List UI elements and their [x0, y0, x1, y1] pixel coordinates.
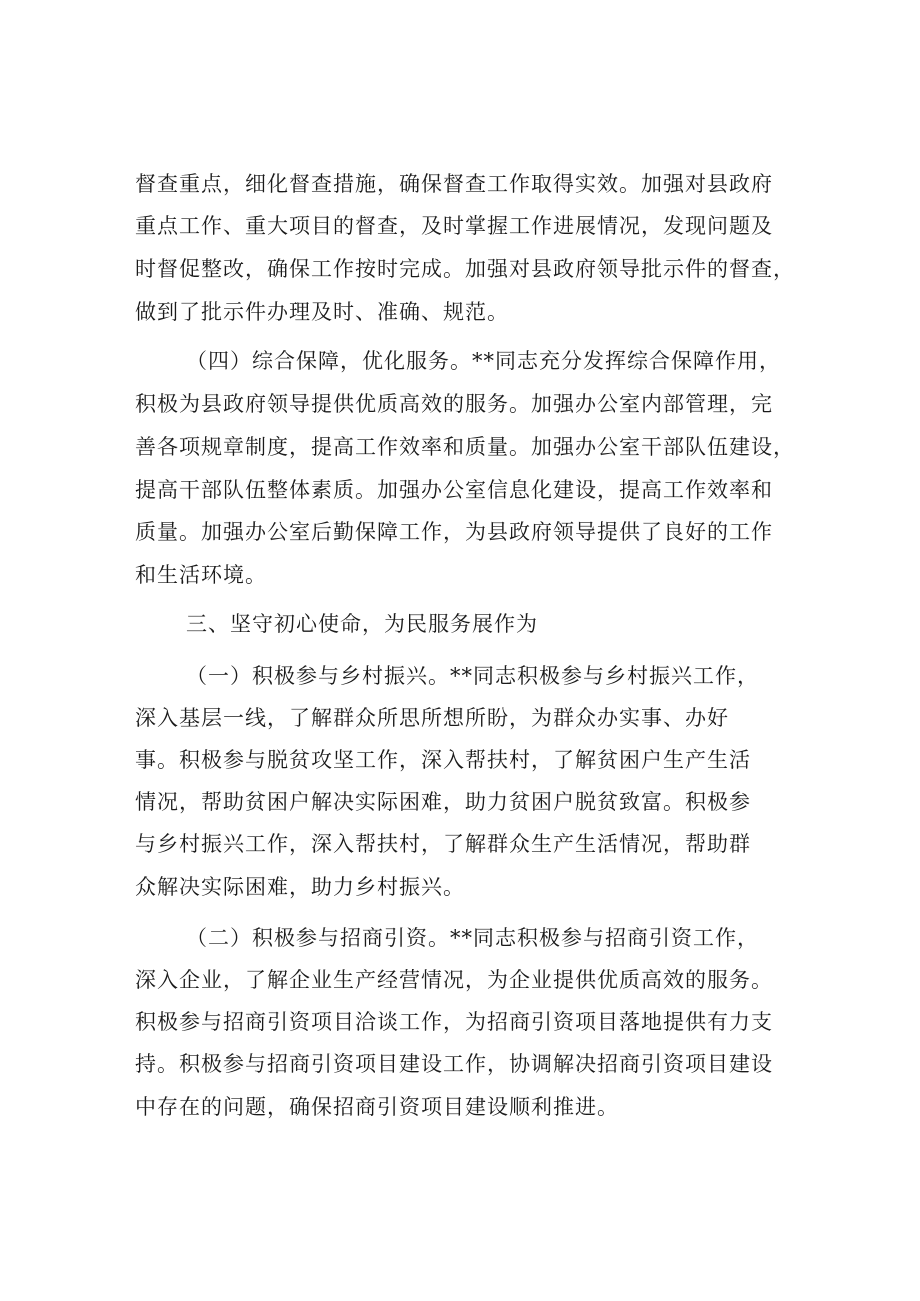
paragraph-2-line-1: （四）综合保障，优化服务。**同志充分发挥综合保障作用，: [186, 349, 781, 373]
section-heading: 三、坚守初心使命，为民服务展作为: [186, 612, 538, 636]
paragraph-3-line-2: 深入基层一线，了解群众所思所想所盼，为群众办实事、办好: [135, 706, 729, 730]
paragraph-2-line-6: 和生活环境。: [135, 563, 267, 587]
paragraph-4-line-1: （二）积极参与招商引资。**同志积极参与招商引资工作，: [186, 926, 759, 950]
paragraph-2-line-3: 善各项规章制度，提高工作效率和质量。加强办公室干部队伍建设，: [135, 435, 795, 459]
paragraph-4-line-4: 持。积极参与招商引资项目建设工作，协调解决招商引资项目建设: [135, 1052, 773, 1076]
paragraph-3-line-1: （一）积极参与乡村振兴。**同志积极参与乡村振兴工作，: [186, 664, 759, 688]
paragraph-4-line-3: 积极参与招商引资项目洽谈工作，为招商引资项目落地提供有力支: [135, 1010, 773, 1034]
paragraph-3-line-3: 事。积极参与脱贫攻坚工作，深入帮扶村，了解贫困户生产生活: [135, 748, 751, 772]
paragraph-4-line-5: 中存在的问题，确保招商引资项目建设顺利推进。: [135, 1095, 619, 1119]
paragraph-2-line-4: 提高干部队伍整体素质。加强办公室信息化建设，提高工作效率和: [135, 478, 773, 502]
paragraph-2-line-2: 积极为县政府领导提供优质高效的服务。加强办公室内部管理，完: [135, 392, 773, 416]
paragraph-1-line-2: 重点工作、重大项目的督查，及时掌握工作进展情况，发现问题及: [135, 214, 773, 238]
paragraph-3-line-4: 情况，帮助贫困户解决实际困难，助力贫困户脱贫致富。积极参: [135, 790, 751, 814]
paragraph-1-line-1: 督查重点，细化督查措施，确保督查工作取得实效。加强对县政府: [135, 172, 773, 196]
paragraph-1-line-3: 时督促整改，确保工作按时完成。加强对县政府领导批示件的督查，: [135, 257, 795, 281]
paragraph-2-line-5: 质量。加强办公室后勤保障工作，为县政府领导提供了良好的工作: [135, 520, 773, 544]
paragraph-3-line-6: 众解决实际困难，助力乡村振兴。: [135, 875, 465, 899]
paragraph-1-line-4: 做到了批示件办理及时、准确、规范。: [135, 300, 509, 324]
paragraph-3-line-5: 与乡村振兴工作，深入帮扶村，了解群众生产生活情况，帮助群: [135, 832, 751, 856]
paragraph-4-line-2: 深入企业，了解企业生产经营情况，为企业提供优质高效的服务。: [135, 968, 773, 992]
